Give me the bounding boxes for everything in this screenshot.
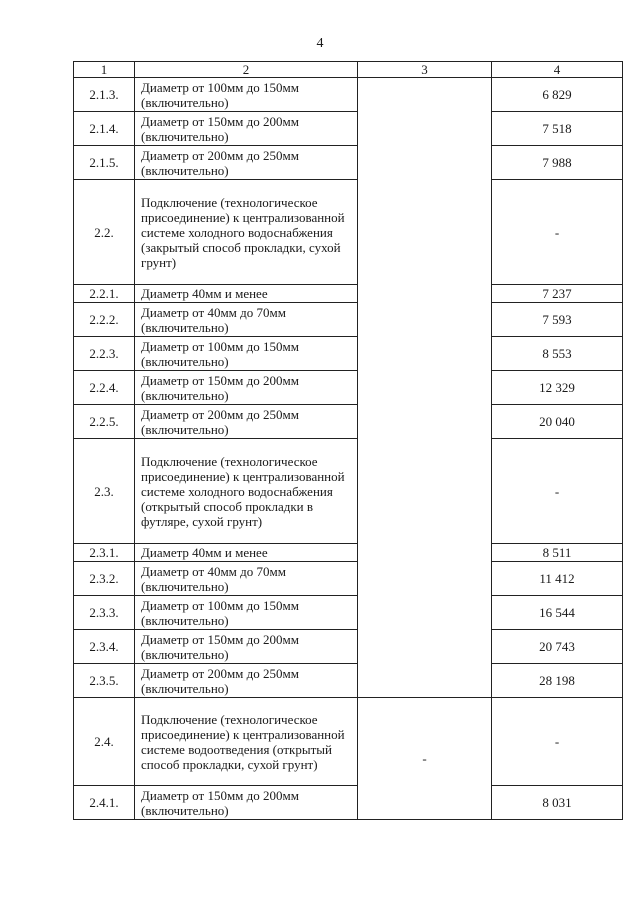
row-value: 7 988 <box>492 146 623 180</box>
row-number: 2.1.3. <box>74 78 135 112</box>
table-row <box>74 698 623 786</box>
row-number: 2.2.2. <box>74 303 135 337</box>
table-row <box>74 180 623 285</box>
row-number: 2.4.1. <box>74 786 135 820</box>
row-number: 2.2.1. <box>74 285 135 303</box>
row-value: 11 412 <box>492 562 623 596</box>
table-row <box>74 146 623 180</box>
row-number: 2.2.3. <box>74 337 135 371</box>
merged-column3-cell-dash: - <box>358 698 492 820</box>
table-row <box>74 596 623 630</box>
table-row <box>74 112 623 146</box>
table-row <box>74 285 623 303</box>
row-description: Подключение (технологическое присоединение) к централизованной системе холодного водоснабжения (открытый способ прокладки в футляре, сухой грунт) <box>135 439 358 544</box>
table-row <box>74 786 623 820</box>
row-number: 2.2. <box>74 180 135 285</box>
row-description: Подключение (технологическое присоединение) к централизованной системе холодного водоснабжения (закрытый способ прокладки, сухой грунт) <box>135 180 358 285</box>
table-row <box>74 337 623 371</box>
row-number: 2.4. <box>74 698 135 786</box>
table-row <box>74 303 623 337</box>
row-description: Диаметр 40мм и менее <box>135 544 358 562</box>
row-description: Диаметр 40мм и менее <box>135 285 358 303</box>
row-number: 2.2.5. <box>74 405 135 439</box>
row-description: Диаметр от 40мм до 70мм (включительно) <box>135 303 358 337</box>
table-row <box>74 630 623 664</box>
row-value: 28 198 <box>492 664 623 698</box>
row-description: Диаметр от 200мм до 250мм (включительно) <box>135 405 358 439</box>
table-row <box>74 562 623 596</box>
row-value: 6 829 <box>492 78 623 112</box>
row-description: Диаметр от 150мм до 200мм (включительно) <box>135 786 358 820</box>
table-row <box>74 664 623 698</box>
row-value: 7 518 <box>492 112 623 146</box>
table-row <box>74 405 623 439</box>
row-description: Диаметр от 150мм до 200мм (включительно) <box>135 112 358 146</box>
merged-column3-cell <box>358 78 492 698</box>
row-number: 2.3.5. <box>74 664 135 698</box>
row-value: 7 593 <box>492 303 623 337</box>
row-value: 12 329 <box>492 371 623 405</box>
table-row <box>74 78 623 112</box>
row-description: Диаметр от 100мм до 150мм (включительно) <box>135 78 358 112</box>
header-cell-1: 1 <box>74 62 135 78</box>
row-value: 8 511 <box>492 544 623 562</box>
row-value: 16 544 <box>492 596 623 630</box>
row-number: 2.1.4. <box>74 112 135 146</box>
row-value: 8 031 <box>492 786 623 820</box>
row-value: 7 237 <box>492 285 623 303</box>
row-value: - <box>492 180 623 285</box>
header-row <box>74 62 623 78</box>
header-cell-3: 3 <box>358 62 492 78</box>
row-description: Диаметр от 100мм до 150мм (включительно) <box>135 337 358 371</box>
row-number: 2.3. <box>74 439 135 544</box>
row-number: 2.3.1. <box>74 544 135 562</box>
page-number: 4 <box>316 36 324 51</box>
row-description: Диаметр от 200мм до 250мм (включительно) <box>135 146 358 180</box>
row-value: 20 040 <box>492 405 623 439</box>
row-number: 2.1.5. <box>74 146 135 180</box>
row-value: - <box>492 439 623 544</box>
row-description: Подключение (технологическое присоединение) к централизованной системе водоотведения (открытый способ прокладки, сухой грунт) <box>135 698 358 786</box>
row-value: 8 553 <box>492 337 623 371</box>
table-row <box>74 544 623 562</box>
row-number: 2.3.4. <box>74 630 135 664</box>
row-description: Диаметр от 40мм до 70мм (включительно) <box>135 562 358 596</box>
row-number: 2.3.3. <box>74 596 135 630</box>
row-value: 20 743 <box>492 630 623 664</box>
tariff-table <box>73 61 623 820</box>
row-description: Диаметр от 100мм до 150мм (включительно) <box>135 596 358 630</box>
table-row <box>74 439 623 544</box>
table-row <box>74 371 623 405</box>
row-description: Диаметр от 200мм до 250мм (включительно) <box>135 664 358 698</box>
header-cell-2: 2 <box>135 62 358 78</box>
row-number: 2.2.4. <box>74 371 135 405</box>
row-number: 2.3.2. <box>74 562 135 596</box>
row-description: Диаметр от 150мм до 200мм (включительно) <box>135 371 358 405</box>
row-value: - <box>492 698 623 786</box>
header-cell-4: 4 <box>492 62 623 78</box>
row-description: Диаметр от 150мм до 200мм (включительно) <box>135 630 358 664</box>
